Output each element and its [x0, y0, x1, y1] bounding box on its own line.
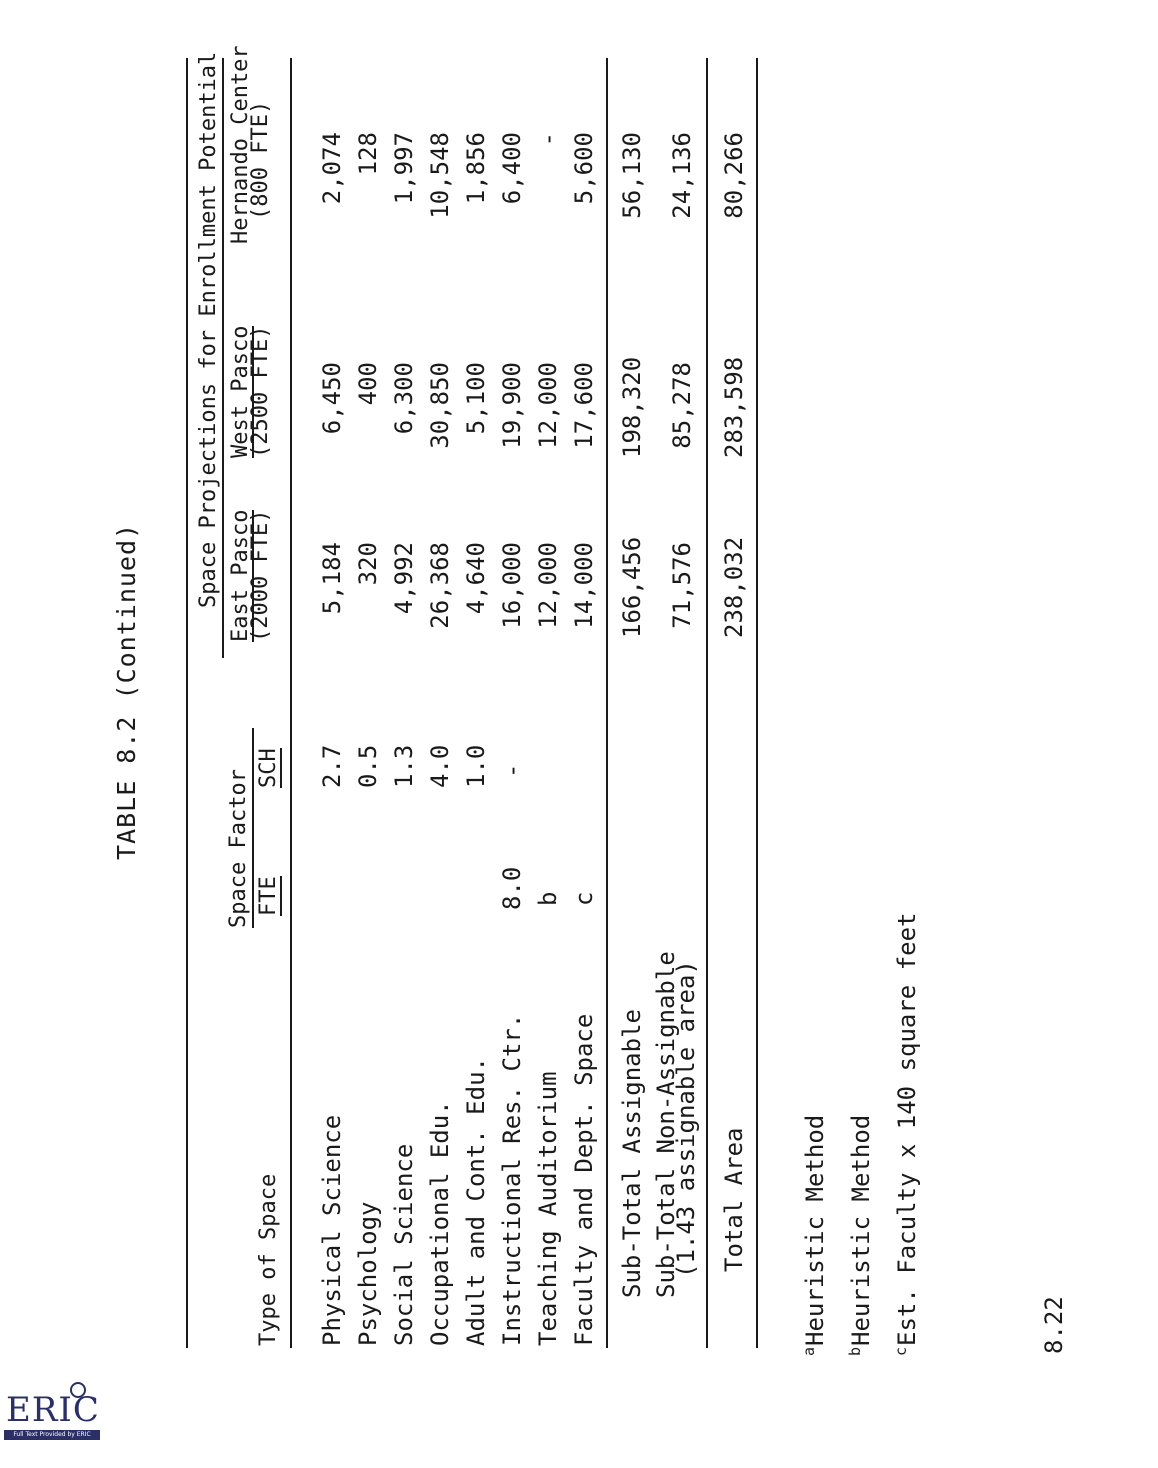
subtotal-nonassignable-hernando: 24,136 [668, 132, 696, 219]
row-west: 19,900 [498, 362, 526, 449]
row-hernando: 1,856 [462, 132, 490, 205]
east-pasco-sub: (2000 FTE) [248, 509, 273, 642]
hernando-sub: (800 FTE) [248, 100, 273, 220]
logo-tagline: Full Text Provided by ERIC [4, 1430, 100, 1440]
subtotal-nonassignable-west: 85,278 [668, 362, 696, 449]
row-hernando: 6,400 [498, 132, 526, 205]
row-sch: 0.5 [354, 744, 382, 788]
row-fte: b [534, 891, 562, 906]
footnote-text: Est. Faculty x 140 square feet [893, 912, 921, 1346]
subtotal-assignable-east: 166,456 [618, 536, 646, 638]
eric-logo [4, 1380, 100, 1442]
row-fte: 8.0 [498, 866, 526, 910]
space-factor-header: Space Factor [226, 769, 251, 928]
row-west: 5,100 [462, 362, 490, 435]
total-west: 283,598 [720, 356, 748, 458]
footnote-a [800, 1115, 829, 1356]
row-label: Faculty and Dept. Space [570, 1013, 598, 1346]
sch-header: SCH [256, 748, 281, 788]
top-rule [186, 58, 188, 1348]
footnote-text: Heuristic Method [801, 1114, 829, 1346]
subtotal-rule [606, 58, 608, 1348]
row-east: 26,368 [426, 542, 454, 629]
row-east: 4,992 [390, 542, 418, 615]
row-west: 30,850 [426, 362, 454, 449]
fte-header: FTE [256, 876, 281, 916]
logo-wordmark: ERIC [6, 1390, 100, 1430]
row-hernando: - [534, 132, 562, 147]
row-hernando: 5,600 [570, 132, 598, 205]
row-west: 6,300 [390, 362, 418, 435]
west-pasco-header: West Pasco [228, 325, 253, 458]
subtotal-assignable-hernando: 56,130 [618, 132, 646, 219]
total-rule [706, 58, 708, 1348]
header-rule [290, 58, 292, 1348]
row-east: 14,000 [570, 542, 598, 629]
footnote-mark: a [800, 1346, 818, 1356]
row-east: 16,000 [498, 542, 526, 629]
projections-header: Space Projections for Enrollment Potential [196, 51, 221, 608]
row-label: Social Science [390, 1143, 418, 1346]
space-factor-underline [252, 728, 254, 928]
row-sch: 4.0 [426, 744, 454, 788]
row-west: 12,000 [534, 362, 562, 449]
row-sch: 1.3 [390, 744, 418, 788]
row-west: 6,450 [318, 362, 346, 435]
page-number: 8.22 [1040, 1296, 1068, 1354]
subtotal-nonassignable-label: Sub-Total Non-Assignable [652, 951, 680, 1298]
row-east: 4,640 [462, 542, 490, 615]
subtotal-nonassignable-note: (1.43 assignable area) [672, 960, 700, 1278]
row-fte: c [570, 891, 598, 906]
east-pasco-header: East Pasco [228, 509, 253, 642]
row-hernando: 128 [354, 132, 382, 176]
footnote-c [892, 912, 921, 1356]
total-hernando: 80,266 [720, 132, 748, 219]
row-east: 320 [354, 542, 382, 586]
row-label: Occupational Edu. [426, 1100, 454, 1346]
row-label: Instructional Res. Ctr. [498, 1013, 526, 1346]
row-sch: 2.7 [318, 744, 346, 788]
total-east: 238,032 [720, 536, 748, 638]
projections-underline [222, 58, 224, 658]
table-title: TABLE 8.2 (Continued) [112, 522, 141, 860]
subtotal-nonassignable-east: 71,576 [668, 542, 696, 629]
row-label: Psychology [354, 1201, 382, 1346]
row-hernando: 10,548 [426, 132, 454, 219]
type-of-space-header: Type of Space [256, 1173, 281, 1346]
bottom-rule [756, 58, 758, 1348]
subtotal-assignable-label: Sub-Total Assignable [618, 1009, 646, 1298]
row-east: 12,000 [534, 542, 562, 629]
subtotal-assignable-west: 198,320 [618, 356, 646, 458]
footnote-mark: c [892, 1346, 910, 1356]
row-label: Adult and Cont. Edu. [462, 1057, 490, 1346]
row-sch: 1.0 [462, 744, 490, 788]
footnote-b [846, 1115, 875, 1356]
row-hernando: 2,074 [318, 132, 346, 205]
row-sch: - [498, 763, 526, 778]
row-west: 400 [354, 362, 382, 406]
row-hernando: 1,997 [390, 132, 418, 205]
west-pasco-sub: (2500 FTE) [248, 325, 273, 458]
row-west: 17,600 [570, 362, 598, 449]
footnote-text: Heuristic Method [847, 1114, 875, 1346]
row-label: Physical Science [318, 1114, 346, 1346]
total-label: Total Area [720, 1127, 748, 1272]
footnote-mark: b [846, 1346, 864, 1356]
row-east: 5,184 [318, 542, 346, 615]
hernando-header: Hernando Center [228, 45, 253, 244]
row-label: Teaching Auditorium [534, 1071, 562, 1346]
